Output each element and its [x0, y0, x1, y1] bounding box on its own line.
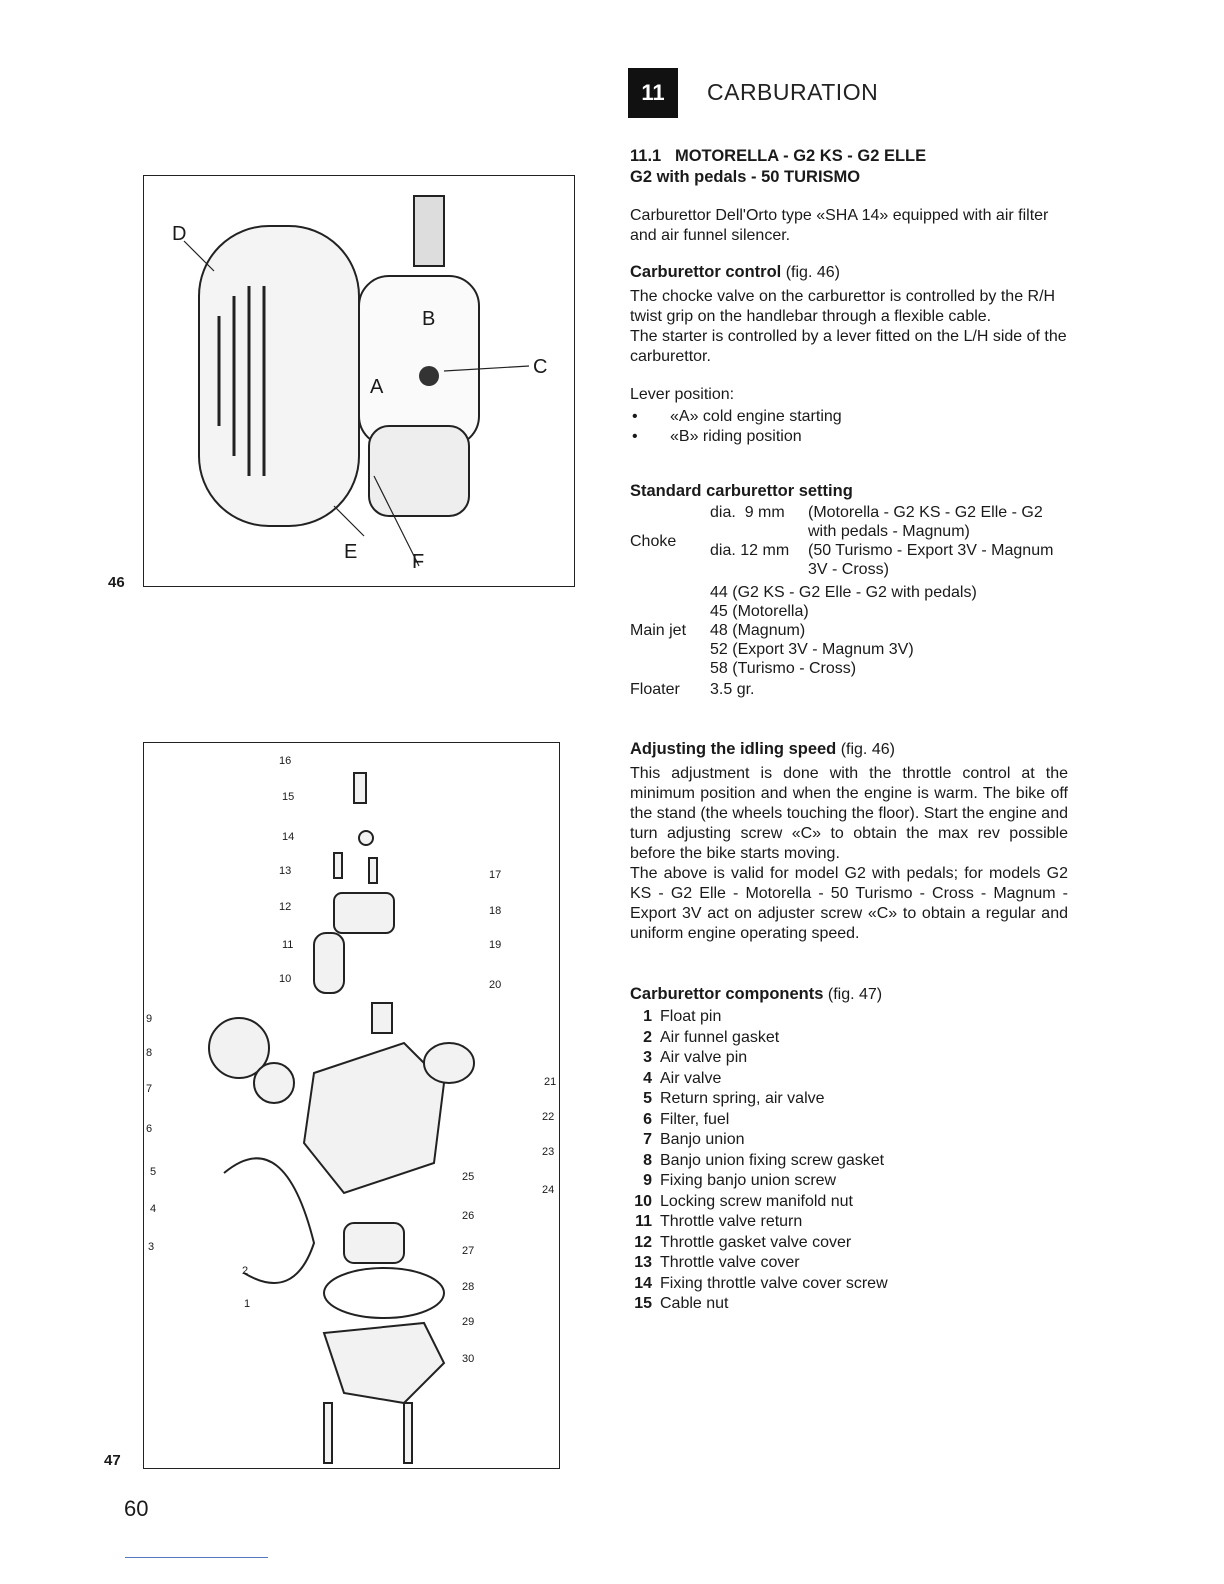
component-item — [630, 1212, 1068, 1233]
component-number: 8 — [643, 1151, 652, 1169]
floater-value: 3.5 gr. — [710, 681, 755, 698]
component-number: 6 — [643, 1110, 652, 1128]
component-number: 15 — [634, 1295, 652, 1312]
component-item — [630, 1007, 1068, 1028]
callout-number: 11 — [282, 939, 294, 951]
callout-number: 15 — [282, 791, 295, 803]
fig-ref: (fig. 47) — [827, 986, 883, 1003]
component-name: Filter, fuel — [660, 1110, 730, 1128]
setting-heading: Standard carburettor setting — [630, 482, 853, 500]
fig-label-A: A — [370, 376, 384, 398]
mainjet-value: 52 (Export 3V - Magnum 3V) — [710, 641, 914, 658]
callout-number: 6 — [146, 1123, 153, 1135]
fig-ref: (fig. 46) — [840, 741, 895, 758]
component-number: 3 — [643, 1049, 652, 1066]
callout-number: 3 — [148, 1241, 155, 1253]
callout-number: 9 — [146, 1013, 153, 1025]
component-name: Cable nut — [660, 1295, 729, 1312]
components-heading — [630, 984, 1068, 1005]
callout-number: 16 — [279, 755, 292, 767]
section-title-line1: 11.1 MOTORELLA - G2 KS - G2 ELLE — [630, 147, 927, 165]
figure-46 — [143, 175, 575, 587]
fig-label-E: E — [344, 541, 358, 563]
carburettor-illustration — [144, 176, 574, 586]
exploded-view-illustration — [144, 743, 559, 1468]
list-item: • «B» riding position — [630, 427, 1068, 447]
callout-number: 5 — [150, 1166, 157, 1178]
mainjet-value: 48 (Magnum) — [710, 622, 806, 639]
callout-number: 2 — [242, 1265, 249, 1277]
page-number: 60 — [124, 1496, 149, 1521]
component-number: 10 — [634, 1192, 652, 1210]
component-item — [630, 1069, 1068, 1090]
component-name: Air valve — [660, 1069, 722, 1087]
component-number: 12 — [634, 1233, 652, 1251]
callout-number: 26 — [462, 1210, 475, 1222]
section-title-line2: G2 with pedals - 50 TURISMO — [630, 168, 861, 186]
fig-label-F: F — [412, 551, 425, 573]
floater-label: Floater — [630, 681, 680, 698]
figure-46-number: 46 — [108, 574, 125, 591]
component-item — [630, 1253, 1068, 1274]
chapter-title: CARBURATION — [707, 79, 879, 105]
mainjet-value: 58 (Turismo - Cross) — [710, 660, 857, 677]
choke-dia: dia. 9 mm — [710, 504, 785, 521]
footer-rule — [125, 1557, 268, 1558]
callout-number: 30 — [462, 1353, 475, 1365]
component-number: 13 — [634, 1254, 652, 1271]
component-item — [630, 1048, 1068, 1069]
component-number: 2 — [643, 1028, 652, 1046]
component-name: Throttle valve return — [660, 1213, 803, 1230]
component-item — [630, 1151, 1068, 1172]
callout-number: 12 — [279, 901, 292, 913]
component-item — [630, 1028, 1068, 1049]
callout-number: 1 — [244, 1298, 251, 1310]
component-number: 4 — [643, 1069, 652, 1087]
lever-list — [630, 407, 1068, 447]
component-item — [630, 1110, 1068, 1131]
callout-number: 13 — [279, 865, 292, 877]
heading-text: Carburettor control — [630, 263, 782, 281]
callout-number: 18 — [489, 905, 502, 917]
callout-number: 24 — [542, 1184, 555, 1196]
component-item — [630, 1274, 1068, 1295]
figure-47-number: 47 — [104, 1452, 121, 1469]
callout-number: 25 — [462, 1171, 475, 1183]
component-name: Air valve pin — [660, 1049, 748, 1066]
component-name: Locking screw manifold nut — [660, 1192, 853, 1210]
component-item — [630, 1233, 1068, 1254]
choke-dia: dia. 12 mm — [710, 542, 790, 559]
section-title — [630, 146, 1068, 188]
component-name: Air funnel gasket — [660, 1028, 780, 1046]
idling-paragraph-1: This adjustment is done with the throttle control at the minimum position and when the engine is warm. The bike off the stand (the wheels touching the floor). Start the engine and turn adjusting screw «C» to obtain the max rev possible before the bike starts moving. — [630, 765, 1068, 862]
component-name: Throttle valve cover — [660, 1254, 800, 1271]
callout-number: 20 — [489, 979, 502, 991]
setting-table — [630, 503, 1068, 699]
callout-number: 21 — [544, 1076, 557, 1088]
mainjet-label: Main jet — [630, 622, 687, 639]
idling-paragraph-2: The above is valid for model G2 with pedals; for models G2 KS - G2 Elle - Motorella - 50 Turismo - Cross - Magnum - Export 3V act on adjuster screw «C» to obtain a regular and uniform engine operating speed. — [630, 865, 1068, 942]
component-name: Fixing throttle valve cover screw — [660, 1274, 888, 1292]
fig-label-D: D — [172, 223, 187, 245]
callout-number: 23 — [542, 1146, 555, 1158]
component-item — [630, 1171, 1068, 1192]
fig-label-B: B — [422, 308, 436, 330]
component-name: Return spring, air valve — [660, 1090, 825, 1107]
component-number: 5 — [643, 1090, 652, 1107]
callout-number: 10 — [279, 973, 292, 985]
choke-label: Choke — [630, 532, 677, 550]
control-paragraph-2: The starter is controlled by a lever fitted on the L/H side of the carburettor. — [630, 328, 1067, 365]
callout-number: 14 — [282, 831, 295, 843]
heading-text: Adjusting the idling speed — [630, 740, 837, 758]
list-item: • «A» cold engine starting — [630, 407, 1068, 427]
fig-ref: (fig. 46) — [785, 264, 840, 281]
text-column — [630, 146, 1068, 1315]
control-heading — [630, 262, 1068, 283]
components-list — [630, 1007, 1068, 1315]
component-item — [630, 1294, 1068, 1315]
callout-number: 28 — [462, 1281, 475, 1293]
choke-models: (50 Turismo - Export 3V - Magnum 3V - Cross) — [808, 542, 1054, 578]
component-name: Float pin — [660, 1008, 722, 1025]
control-paragraph-1: The chocke valve on the carburettor is controlled by the R/H twist grip on the handlebar through a flexible cable. — [630, 288, 1056, 325]
chapter-number-badge: 11 — [628, 68, 678, 118]
heading-text: Carburettor components — [630, 985, 824, 1003]
intro-paragraph: Carburettor Dell'Orto type «SHA 14» equipped with air filter and air funnel silencer. — [630, 207, 1049, 244]
mainjet-value: 44 (G2 KS - G2 Elle - G2 with pedals) — [710, 584, 977, 601]
component-item — [630, 1130, 1068, 1151]
component-name: Banjo union — [660, 1131, 745, 1148]
mainjet-value: 45 (Motorella) — [710, 603, 809, 620]
callout-number: 22 — [542, 1111, 555, 1123]
component-name: Throttle gasket valve cover — [660, 1233, 852, 1251]
callout-number: 4 — [150, 1203, 157, 1215]
choke-models: (Motorella - G2 KS - G2 Elle - G2 with pedals - Magnum) — [808, 504, 1043, 540]
component-name: Fixing banjo union screw — [660, 1172, 837, 1189]
component-number: 7 — [643, 1131, 652, 1148]
component-number: 9 — [643, 1172, 652, 1189]
callout-number: 29 — [462, 1316, 475, 1328]
callout-number: 19 — [489, 939, 502, 951]
callout-number: 27 — [462, 1245, 475, 1257]
callout-number: 7 — [146, 1083, 153, 1095]
component-item — [630, 1089, 1068, 1110]
mainjet-values — [710, 579, 1068, 678]
fig-label-C: C — [533, 356, 548, 378]
component-number: 14 — [634, 1274, 652, 1292]
component-number: 11 — [635, 1213, 652, 1230]
idling-heading — [630, 739, 1068, 760]
component-name: Banjo union fixing screw gasket — [660, 1151, 885, 1169]
component-number: 1 — [643, 1008, 652, 1025]
lever-label: Lever position: — [630, 386, 735, 403]
component-item — [630, 1192, 1068, 1213]
figure-47 — [143, 742, 560, 1469]
callout-number: 8 — [146, 1047, 153, 1059]
callout-number: 17 — [489, 869, 502, 881]
